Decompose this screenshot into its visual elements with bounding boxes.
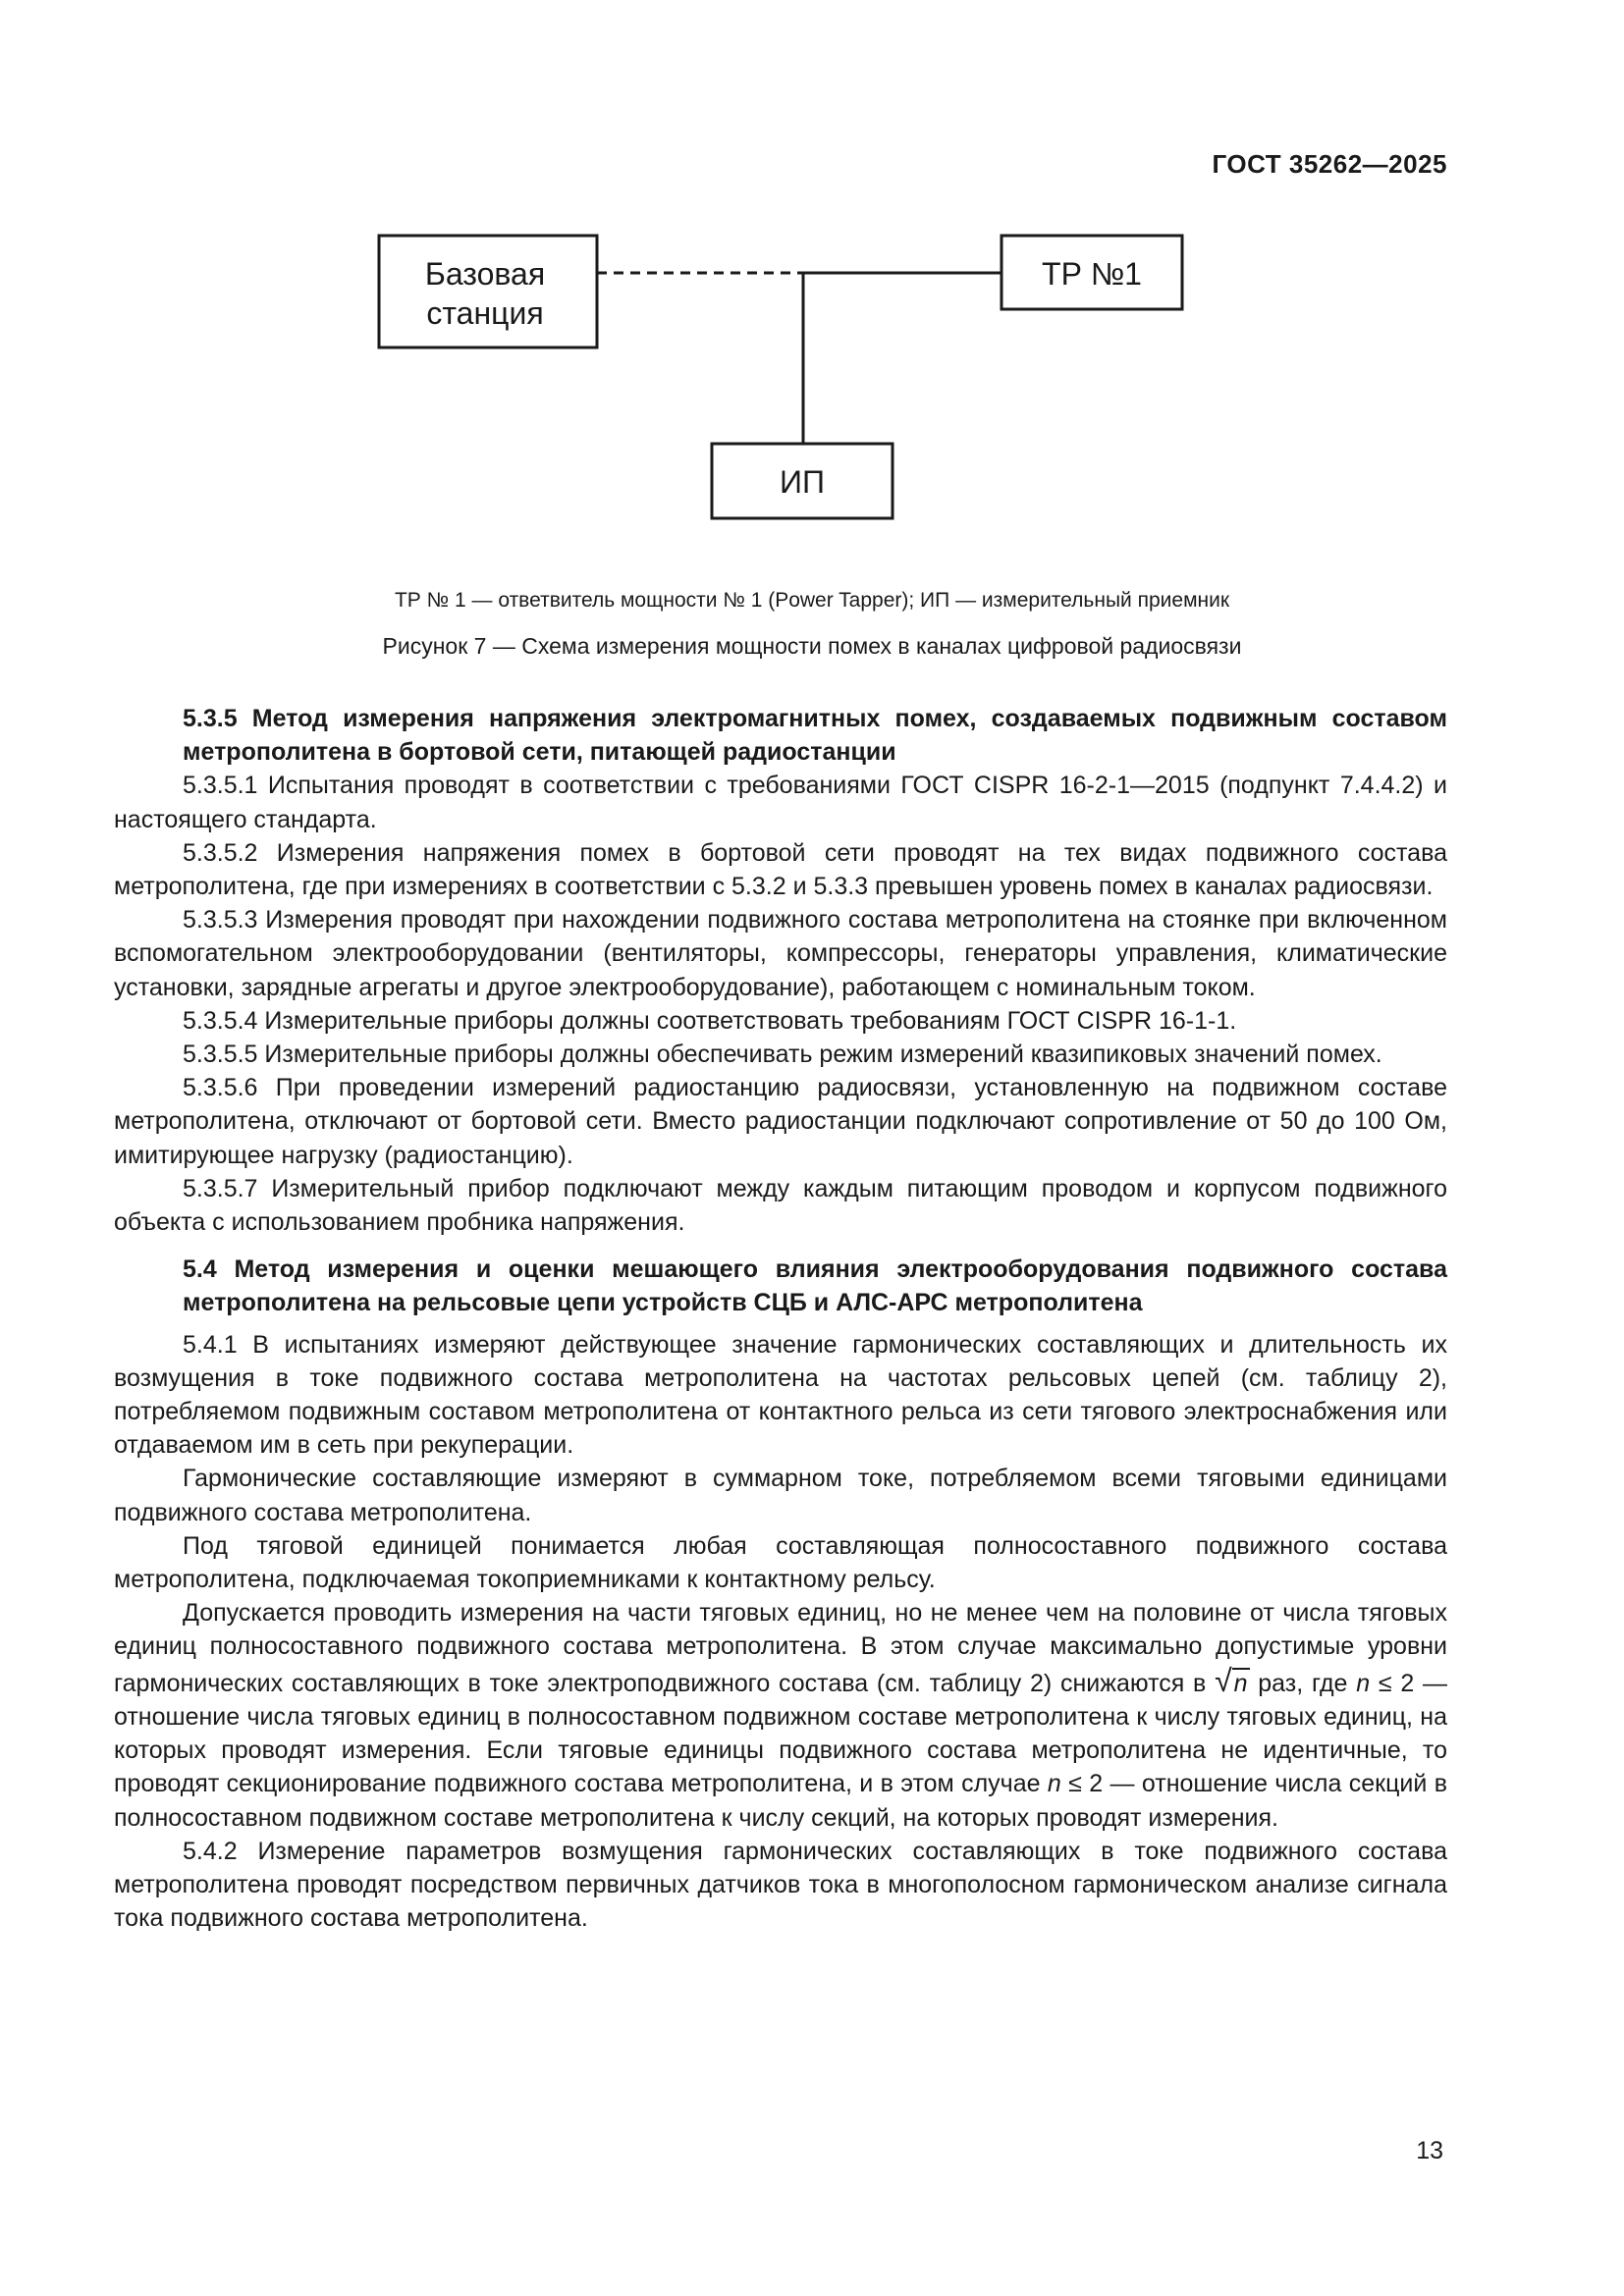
paragraph-text: ≤ 2 — отношение числа секций в полносоставном подвижном составе метрополитена к числу секций, на которых проводят измерения. bbox=[114, 1770, 1447, 1832]
figure-legend: ТР № 1 — ответвитель мощности № 1 (Power Tapper); ИП — измерительный приемник bbox=[394, 589, 1230, 612]
paragraph-541: 5.4.1 В испытаниях измеряют действующее значение гармонических составляющих и длительность их возмущения в токе подвижного состава метрополитена на частотах рельсовых цепей (см. таблицу 2), потребляемом подвижным составом метрополитена от контактного рельса из сети тягового электроснабжения или отдаваемом им в сеть при рекуперации. bbox=[114, 1330, 1447, 1460]
variable-n: n bbox=[1356, 1669, 1371, 1697]
paragraph-text: ≤ 2 — отношение числа тяговых единиц в полносоставном подвижном составе метрополитена к числу тяговых единиц, на которых проводят измерения. Если тяговые единицы подвижного состава метрополитена не идентичные, то проводят секционирование подвижного состава метрополитена, и в этом случае bbox=[114, 1669, 1447, 1798]
paragraph-5357: 5.3.5.7 Измерительный прибор подключают между каждым питающим проводом и корпусом подвижного объекта с использованием пробника напряжения. bbox=[114, 1174, 1447, 1237]
figure-caption: Рисунок 7 — Схема измерения мощности помех в каналах цифровой радиосвязи bbox=[382, 633, 1242, 659]
base-station-label-1: Базовая bbox=[424, 256, 546, 292]
paragraph-text: Допускается проводить измерения на части тяговых единиц, но не менее чем на половине от числа тяговых единиц полносоставного подвижного состава метрополитена. В этом случае максимально допустимые уровни гармонических составляющих в токе электроподвижного состава (см. таблицу 2) снижаются в bbox=[114, 1599, 1447, 1697]
paragraph-text: раз, где bbox=[1249, 1669, 1357, 1697]
section-heading-535: 5.3.5 Метод измерения напряжения электромагнитных помех, создаваемых подвижным составом метрополитена в бортовой сети, питающей радиостанции bbox=[183, 705, 1447, 767]
sqrt-symbol: √ bbox=[1215, 1662, 1232, 1698]
paragraph-541-d bbox=[114, 1596, 1447, 1834]
paragraph-5353: 5.3.5.3 Измерения проводят при нахождении подвижного состава метрополитена на стоянке при включенном вспомогательном электрооборудовании (вентиляторы, компрессоры, генераторы управления, климатические установки, зарядные агрегаты и другое электрооборудование), работающем с номинальным током. bbox=[114, 906, 1447, 1001]
sqrt-argument: n bbox=[1233, 1669, 1248, 1697]
paragraph-542: 5.4.2 Измерение параметров возмущения гармонических составляющих в токе подвижного состава метрополитена проводят посредством первичных датчиков тока в многополосном гармоническом анализе сигнала тока подвижного состава метрополитена. bbox=[114, 1837, 1447, 1933]
receiver-label: ИП bbox=[780, 464, 825, 500]
tapper-label: ТР №1 bbox=[1042, 256, 1142, 292]
paragraph-5356: 5.3.5.6 При проведении измерений радиостанцию радиосвязи, установленную на подвижном составе метрополитена, отключают от бортовой сети. Вместо радиостанции подключают сопротивление от 50 до 100 Ом, имитирующее нагрузку (радиостанцию). bbox=[114, 1074, 1447, 1169]
paragraph-541-c: Под тяговой единицей понимается любая составляющая полносоставного подвижного состава метрополитена, подключаемая токоприемниками к контактному рельсу. bbox=[114, 1531, 1447, 1594]
section-heading-54: 5.4 Метод измерения и оценки мешающего влияния электрооборудования подвижного состава метрополитена на рельсовые цепи устройств СЦБ и АЛС-АРС метрополитена bbox=[183, 1255, 1447, 1317]
document-header: ГОСТ 35262—2025 bbox=[1212, 149, 1447, 179]
paragraph-5351: 5.3.5.1 Испытания проводят в соответствии с требованиями ГОСТ CISPR 16-2-1—2015 (подпункт 7.4.4.2) и настоящего стандарта. bbox=[114, 772, 1447, 833]
sqrt-formula bbox=[1215, 1662, 1249, 1698]
paragraph-5355: 5.3.5.5 Измерительные приборы должны обеспечивать режим измерений квазипиковых значений помех. bbox=[183, 1041, 1382, 1069]
paragraph-5352: 5.3.5.2 Измерения напряжения помех в бортовой сети проводят на тех видах подвижного состава метрополитена, где при измерениях в соответствии с 5.3.2 и 5.3.3 превышен уровень помех в каналах радиосвязи. bbox=[114, 838, 1447, 901]
document-body bbox=[114, 692, 1447, 1935]
measurement-diagram bbox=[0, 0, 1624, 550]
page-number: 13 bbox=[1416, 2137, 1443, 2164]
paragraph-5354: 5.3.5.4 Измерительные приборы должны соответствовать требованиям ГОСТ CISPR 16-1-1. bbox=[183, 1006, 1237, 1035]
paragraph-541-b: Гармонические составляющие измеряют в суммарном токе, потребляемом всеми тяговыми единицами подвижного состава метрополитена. bbox=[114, 1465, 1447, 1526]
variable-n: n bbox=[1047, 1770, 1061, 1798]
base-station-label-2: станция bbox=[426, 295, 544, 331]
